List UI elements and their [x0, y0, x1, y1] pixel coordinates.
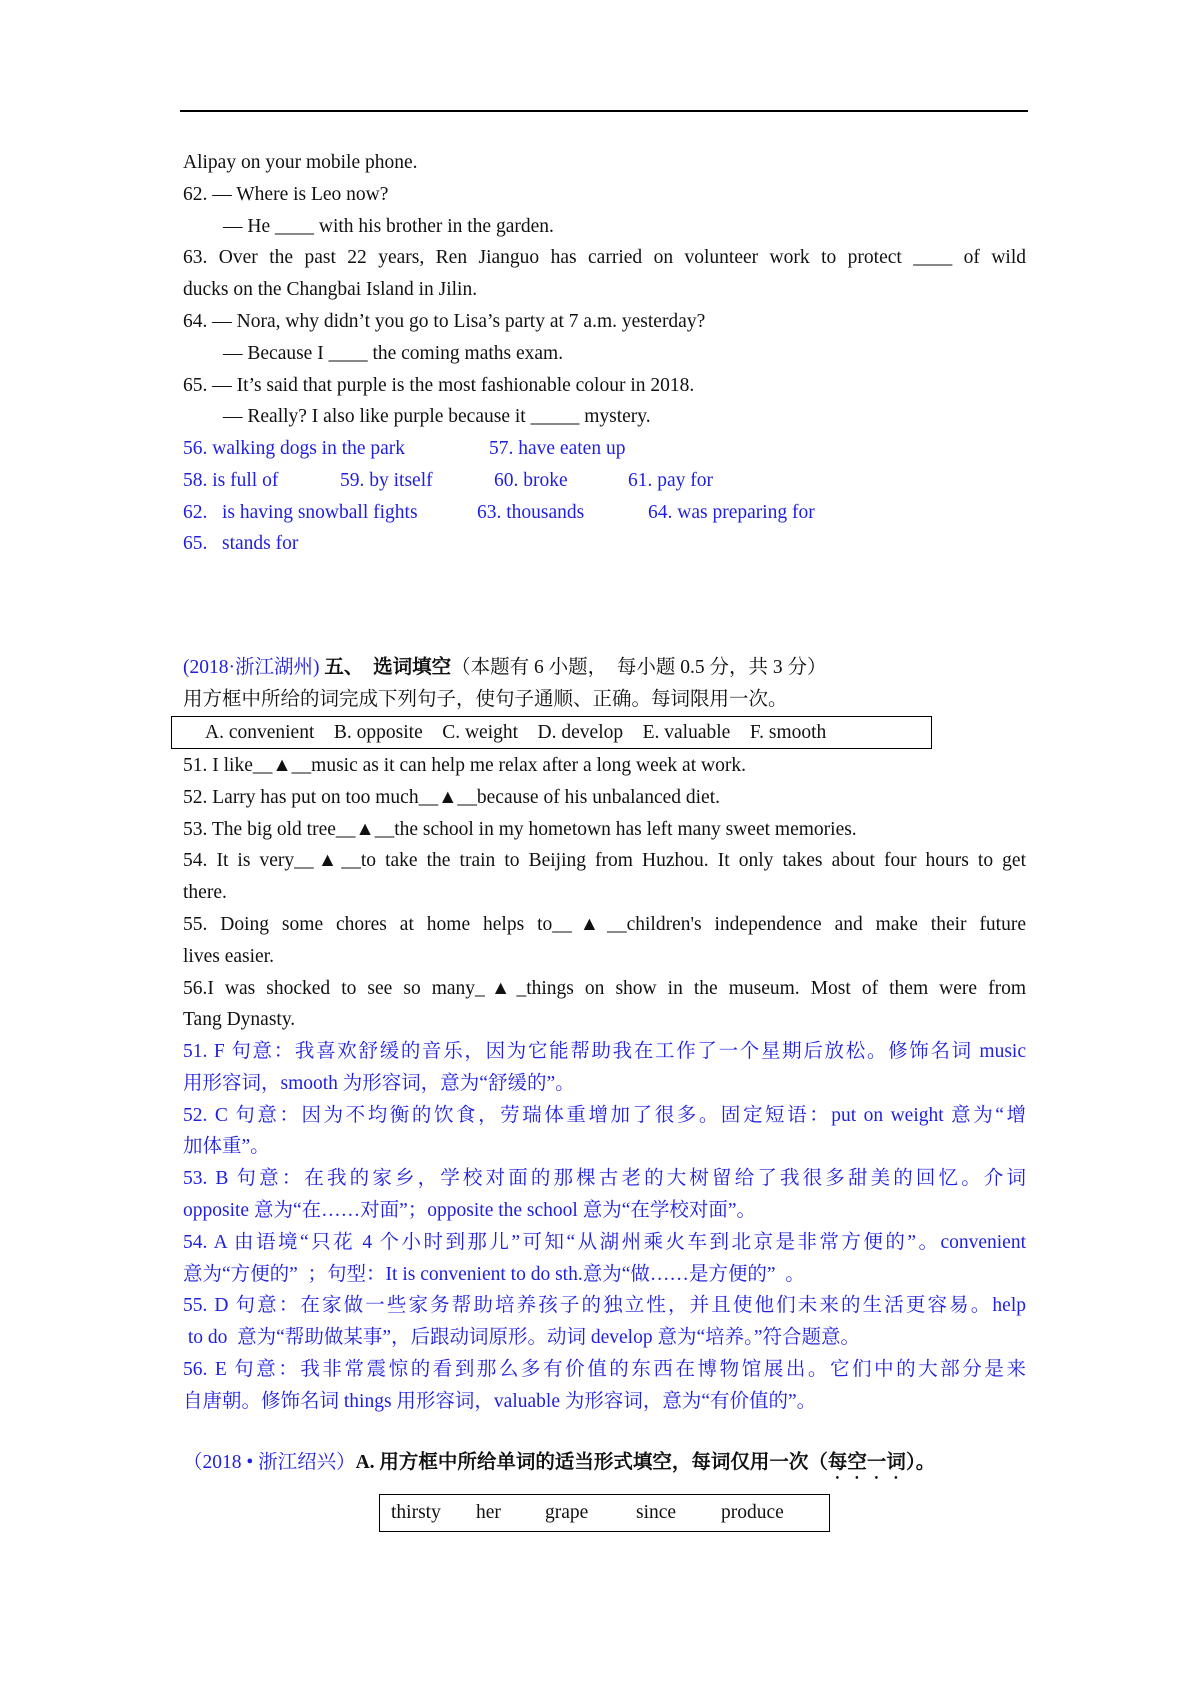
answer-62: 62. is having snowball fights — [183, 501, 418, 523]
word-box — [171, 716, 932, 749]
question-line: 52. Larry has put on too much__▲__because of his unbalanced diet. — [183, 786, 720, 808]
answer-59: 59. by itself — [340, 469, 433, 491]
question-line: — He ____ with his brother in the garden. — [223, 215, 554, 237]
question-line: Alipay on your mobile phone. — [183, 152, 418, 173]
explanation-line: 自唐朝。修饰名词 things 用形容词，valuable 为形容词，意为“有价值的”。 — [183, 1390, 817, 1412]
answer-row — [183, 465, 1026, 497]
section3-heading-end: ）。 — [905, 1452, 936, 1473]
section-huzhou — [183, 652, 1026, 716]
question-line: 65. — It’s said that purple is the most fashionable colour in 2018. — [183, 374, 695, 396]
question-line: 55. Doing some chores at home helps to__▲__children's independence and make their future — [183, 913, 1026, 935]
explanation-line: 54. A 由语境“只花 4 个小时到那儿”可知“从湖州乘火车到北京是非常方便的”。convenient — [183, 1231, 1026, 1253]
answer-row — [183, 433, 1026, 465]
question-line: lives easier. — [183, 945, 274, 967]
question-line: 64. — Nora, why didn’t you go to Lisa’s party at 7 a.m. yesterday? — [183, 310, 706, 332]
section-source: (2018·浙江湖州) — [183, 657, 320, 678]
word-box-options: A. convenient B. opposite C. weight D. develop E. valuable F. smooth — [205, 722, 827, 743]
answer-58: 58. is full of — [183, 469, 279, 491]
word-produce: produce — [721, 1502, 784, 1523]
answer-61: 61. pay for — [628, 469, 714, 491]
answer-row — [183, 497, 1026, 529]
section-shaoxing — [183, 1447, 1026, 1484]
question-line: 51. I like__▲__music as it can help me relax after a long week at work. — [183, 755, 746, 776]
explanation-line: 51. F 句意：我喜欢舒缓的音乐，因为它能帮助我在工作了一个星期后放松。修饰名词 music — [183, 1041, 1026, 1062]
explanation-line: opposite 意为“在……对面”；opposite the school 意为“在学校对面”。 — [183, 1199, 757, 1221]
question-line: 53. The big old tree__▲__the school in my hometown has left many sweet memories. — [183, 818, 857, 840]
question-line: 63. Over the past 22 years, Ren Jianguo has carried on volunteer work to protect ____ of wild — [183, 247, 1026, 269]
question-line: 56.I was shocked to see so many_▲_things on show in the museum. Most of them were from — [183, 977, 1026, 999]
word-thirsty: thirsty — [391, 1502, 441, 1523]
answer-63: 63. thousands — [477, 501, 585, 523]
header-rule — [180, 110, 1028, 112]
answer-57: 57. have eaten up — [489, 438, 626, 459]
answer-row — [183, 528, 1026, 560]
answer-65: 65. stands for — [183, 533, 299, 555]
explanation-line: to do 意为“帮助做某事”，后跟动词原形。动词 develop 意为“培养。”符合题意。 — [183, 1327, 861, 1349]
explanation-line: 56. E 句意：我非常震惊的看到那么多有价值的东西在博物馆展出。它们中的大部分是来 — [183, 1358, 1026, 1380]
question-line: 62. — Where is Leo now? — [183, 183, 389, 205]
section3-heading: A. 用方框中所给单词的适当形式填空，每词仅用一次（ — [355, 1452, 828, 1473]
question-line: there. — [183, 882, 227, 904]
word-since: since — [636, 1502, 677, 1523]
explanation-line: 53. B 句意：在我的家乡，学校对面的那棵古老的大树留给了我很多甜美的回忆。介词 — [183, 1168, 1026, 1190]
section-heading: 五、 选词填空 — [324, 657, 452, 678]
answer-60: 60. broke — [494, 469, 568, 491]
word-box-2 — [379, 1494, 830, 1532]
answer-64: 64. was preparing for — [648, 501, 815, 523]
explanation-line: 52. C 句意：因为不均衡的饮食，劳瑞体重增加了很多。固定短语：put on weight 意为“增 — [183, 1104, 1026, 1126]
section3-emphasis: 每空一词 — [827, 1452, 906, 1473]
explanation-list — [183, 1036, 1026, 1418]
question-line: ducks on the Changbai Island in Jilin. — [183, 279, 478, 301]
question-line: — Really? I also like purple because it _____ mystery. — [223, 406, 651, 428]
question-line: — Because I ____ the coming maths exam. — [223, 342, 564, 364]
section3-source: （2018 • 浙江绍兴） — [183, 1452, 356, 1473]
section-instruction: 用方框中所给的词完成下列句子，使句子通顺、正确。每词限用一次。 — [183, 688, 788, 710]
question-block-top — [183, 147, 1026, 433]
answer-56: 56. walking dogs in the park — [183, 438, 406, 459]
word-grape: grape — [545, 1502, 589, 1523]
word-her: her — [476, 1502, 501, 1523]
explanation-line: 用形容词，smooth 为形容词，意为“舒缓的”。 — [183, 1072, 575, 1094]
question-list — [183, 750, 1026, 1036]
question-line: 54. It is very__▲__to take the train to Beijing from Huzhou. It only takes about four hours to get — [183, 850, 1026, 872]
explanation-line: 意为“方便的” ；句型：It is convenient to do sth.意为“做……是方便的” 。 — [183, 1263, 805, 1285]
explanation-line: 55. D 句意：在家做一些家务帮助培养孩子的独立性，并且使他们未来的生活更容易。help — [183, 1295, 1026, 1317]
explanation-line: 加体重”。 — [183, 1136, 270, 1158]
answers-top — [183, 433, 1026, 560]
question-line: Tang Dynasty. — [183, 1009, 296, 1031]
section-heading-note: （本题有 6 小题， 每小题 0.5 分，共 3 分） — [451, 657, 827, 678]
